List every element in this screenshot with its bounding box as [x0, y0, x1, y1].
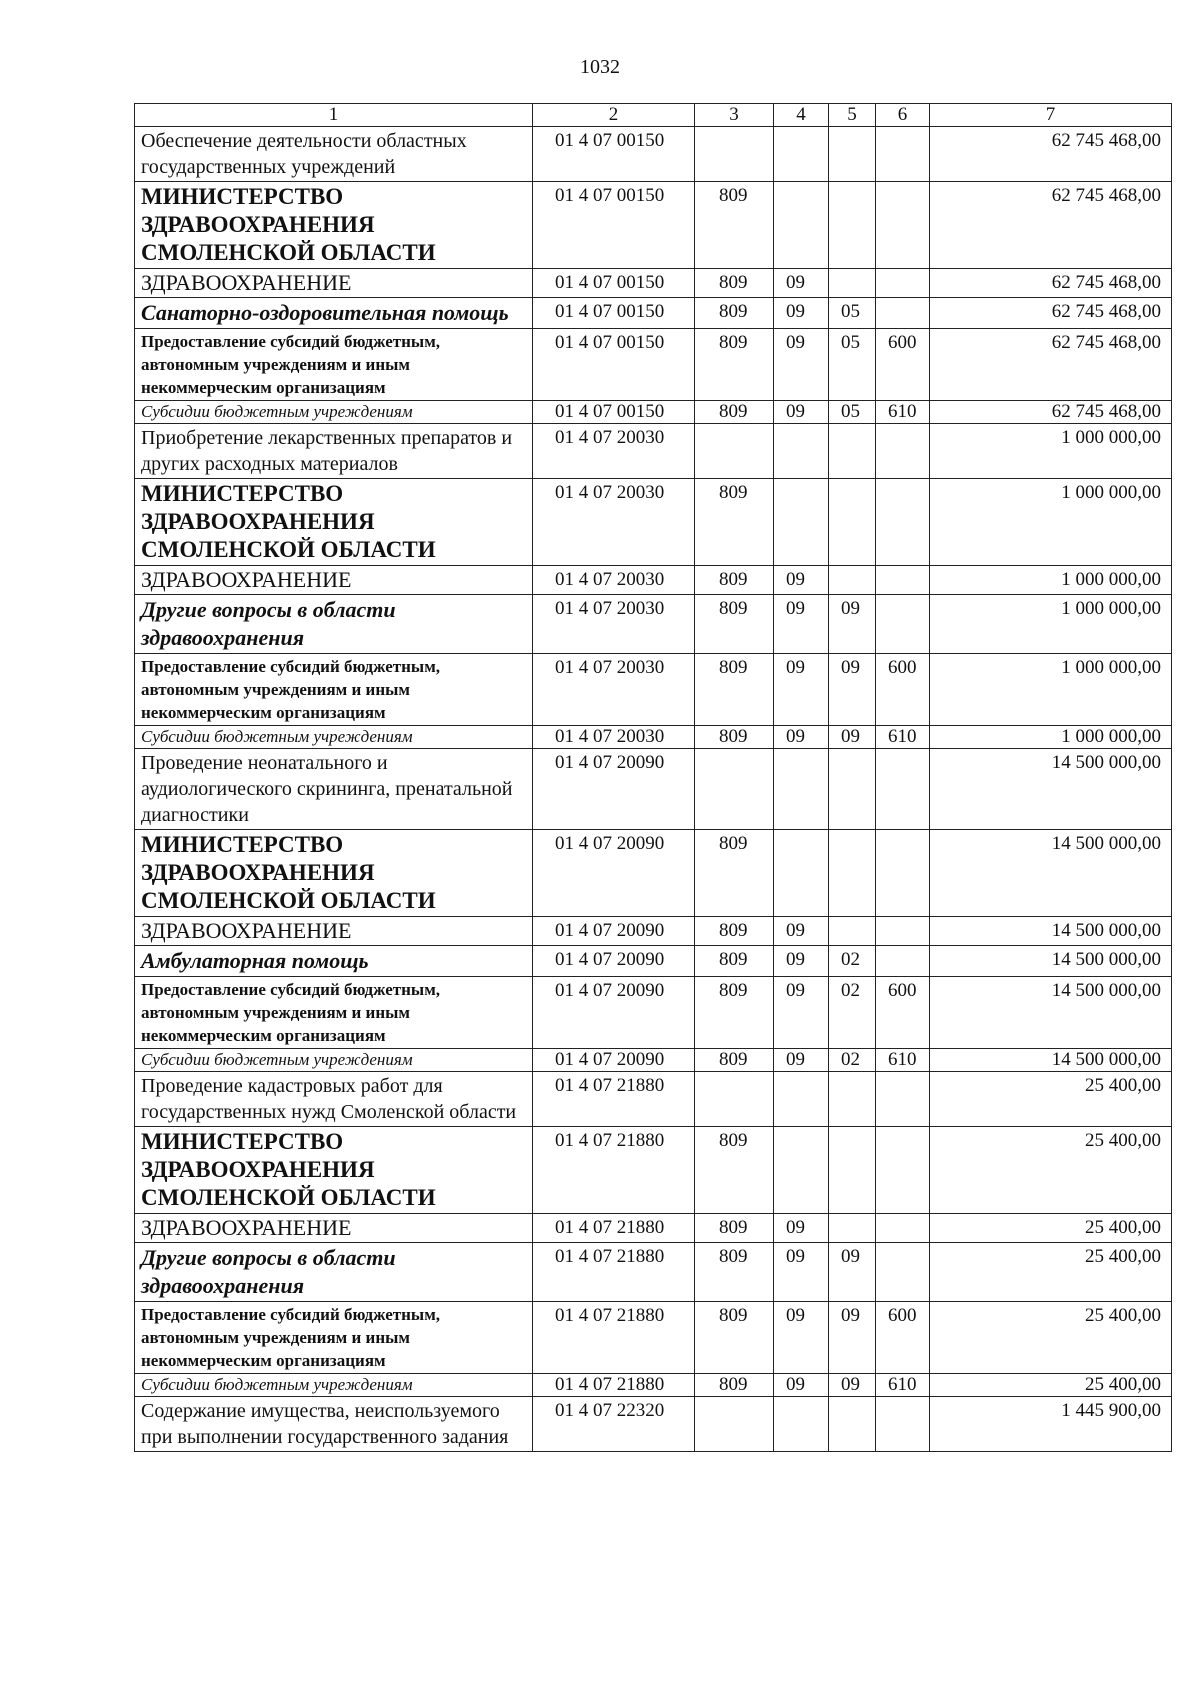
- department-code: 809: [695, 1302, 774, 1374]
- subsection-code: 02: [829, 946, 876, 977]
- expenditure-type-code: 610: [876, 1374, 930, 1397]
- department-code: 809: [695, 977, 774, 1049]
- target-code: 01 4 07 21880: [533, 1243, 695, 1302]
- section-code: 09: [774, 1374, 829, 1397]
- row-name: Другие вопросы в области здравоохранения: [135, 595, 533, 654]
- expenditure-type-code: 610: [876, 1049, 930, 1072]
- department-code: 809: [695, 946, 774, 977]
- amount: 1 000 000,00: [930, 566, 1172, 595]
- table-row: [135, 329, 1172, 401]
- amount: 62 745 468,00: [930, 269, 1172, 298]
- section-code: 09: [774, 977, 829, 1049]
- subsection-code: [829, 424, 876, 479]
- department-code: 809: [695, 595, 774, 654]
- row-name: ЗДРАВООХРАНЕНИЕ: [135, 917, 533, 946]
- department-code: 809: [695, 182, 774, 269]
- row-name: Предоставление субсидий бюджетным, автономным учреждениям и иным некоммерческим организациям: [135, 654, 533, 726]
- section-code: 09: [774, 566, 829, 595]
- row-name: Содержание имущества, неиспользуемого при выполнении государственного задания: [135, 1397, 533, 1452]
- budget-table: [134, 103, 1172, 1452]
- table-row: [135, 946, 1172, 977]
- target-code: 01 4 07 00150: [533, 298, 695, 329]
- target-code: 01 4 07 00150: [533, 127, 695, 182]
- amount: 62 745 468,00: [930, 329, 1172, 401]
- subsection-code: 09: [829, 1374, 876, 1397]
- subsection-code: 02: [829, 977, 876, 1049]
- column-header: 4: [774, 104, 829, 127]
- amount: 62 745 468,00: [930, 182, 1172, 269]
- section-code: 09: [774, 654, 829, 726]
- amount: 14 500 000,00: [930, 946, 1172, 977]
- expenditure-type-code: [876, 269, 930, 298]
- target-code: 01 4 07 20090: [533, 1049, 695, 1072]
- subsection-code: 05: [829, 329, 876, 401]
- table-row: [135, 1243, 1172, 1302]
- section-code: 09: [774, 329, 829, 401]
- row-name: Субсидии бюджетным учреждениям: [135, 1374, 533, 1397]
- department-code: 809: [695, 1243, 774, 1302]
- expenditure-type-code: [876, 298, 930, 329]
- amount: 25 400,00: [930, 1214, 1172, 1243]
- budget-table-body: [135, 127, 1172, 1452]
- amount: 62 745 468,00: [930, 401, 1172, 424]
- expenditure-type-code: [876, 830, 930, 917]
- expenditure-type-code: [876, 749, 930, 830]
- amount: 25 400,00: [930, 1374, 1172, 1397]
- row-name: Другие вопросы в области здравоохранения: [135, 1243, 533, 1302]
- table-row: [135, 566, 1172, 595]
- row-name: МИНИСТЕРСТВО ЗДРАВООХРАНЕНИЯ СМОЛЕНСКОЙ ОБЛАСТИ: [135, 1127, 533, 1214]
- section-code: 09: [774, 401, 829, 424]
- target-code: 01 4 07 20090: [533, 749, 695, 830]
- row-name: Субсидии бюджетным учреждениям: [135, 726, 533, 749]
- amount: 1 000 000,00: [930, 479, 1172, 566]
- target-code: 01 4 07 22320: [533, 1397, 695, 1452]
- expenditure-type-code: [876, 917, 930, 946]
- table-row: [135, 1072, 1172, 1127]
- row-name: ЗДРАВООХРАНЕНИЕ: [135, 566, 533, 595]
- department-code: 809: [695, 654, 774, 726]
- expenditure-type-code: [876, 182, 930, 269]
- subsection-code: [829, 1127, 876, 1214]
- expenditure-type-code: [876, 1214, 930, 1243]
- amount: 14 500 000,00: [930, 917, 1172, 946]
- target-code: 01 4 07 21880: [533, 1302, 695, 1374]
- target-code: 01 4 07 20030: [533, 595, 695, 654]
- subsection-code: 05: [829, 401, 876, 424]
- target-code: 01 4 07 20090: [533, 830, 695, 917]
- department-code: 809: [695, 566, 774, 595]
- expenditure-type-code: [876, 1397, 930, 1452]
- target-code: 01 4 07 20030: [533, 726, 695, 749]
- department-code: 809: [695, 1214, 774, 1243]
- department-code: 809: [695, 298, 774, 329]
- amount: 25 400,00: [930, 1302, 1172, 1374]
- department-code: [695, 1397, 774, 1452]
- table-row: [135, 269, 1172, 298]
- section-code: 09: [774, 1214, 829, 1243]
- row-name: Приобретение лекарственных препаратов и других расходных материалов: [135, 424, 533, 479]
- subsection-code: [829, 479, 876, 566]
- table-row: [135, 401, 1172, 424]
- expenditure-type-code: [876, 127, 930, 182]
- table-row: [135, 917, 1172, 946]
- column-header-row: [135, 104, 1172, 127]
- department-code: 809: [695, 329, 774, 401]
- page-number: 1032: [580, 56, 620, 78]
- expenditure-type-code: [876, 479, 930, 566]
- subsection-code: 02: [829, 1049, 876, 1072]
- expenditure-type-code: [876, 946, 930, 977]
- table-row: [135, 1214, 1172, 1243]
- target-code: 01 4 07 20090: [533, 917, 695, 946]
- department-code: 809: [695, 1127, 774, 1214]
- table-row: [135, 127, 1172, 182]
- section-code: 09: [774, 946, 829, 977]
- subsection-code: [829, 830, 876, 917]
- section-code: [774, 182, 829, 269]
- target-code: 01 4 07 21880: [533, 1214, 695, 1243]
- target-code: 01 4 07 21880: [533, 1127, 695, 1214]
- subsection-code: [829, 269, 876, 298]
- subsection-code: [829, 749, 876, 830]
- row-name: Санаторно-оздоровительная помощь: [135, 298, 533, 329]
- section-code: 09: [774, 298, 829, 329]
- amount: 25 400,00: [930, 1243, 1172, 1302]
- row-name: ЗДРАВООХРАНЕНИЕ: [135, 1214, 533, 1243]
- row-name: Предоставление субсидий бюджетным, автономным учреждениям и иным некоммерческим организациям: [135, 329, 533, 401]
- amount: 14 500 000,00: [930, 1049, 1172, 1072]
- row-name: МИНИСТЕРСТВО ЗДРАВООХРАНЕНИЯ СМОЛЕНСКОЙ ОБЛАСТИ: [135, 479, 533, 566]
- table-row: [135, 1302, 1172, 1374]
- subsection-code: 09: [829, 1243, 876, 1302]
- target-code: 01 4 07 21880: [533, 1072, 695, 1127]
- row-name: ЗДРАВООХРАНЕНИЕ: [135, 269, 533, 298]
- table-row: [135, 479, 1172, 566]
- expenditure-type-code: 600: [876, 329, 930, 401]
- section-code: 09: [774, 1302, 829, 1374]
- subsection-code: 09: [829, 654, 876, 726]
- target-code: 01 4 07 00150: [533, 401, 695, 424]
- target-code: 01 4 07 20090: [533, 977, 695, 1049]
- target-code: 01 4 07 00150: [533, 182, 695, 269]
- department-code: 809: [695, 917, 774, 946]
- row-name: Проведение неонатального и аудиологического скрининга, пренатальной диагностики: [135, 749, 533, 830]
- target-code: 01 4 07 00150: [533, 329, 695, 401]
- row-name: Амбулаторная помощь: [135, 946, 533, 977]
- section-code: [774, 1072, 829, 1127]
- section-code: [774, 830, 829, 917]
- amount: 14 500 000,00: [930, 977, 1172, 1049]
- department-code: 809: [695, 1374, 774, 1397]
- department-code: 809: [695, 726, 774, 749]
- row-name: Субсидии бюджетным учреждениям: [135, 401, 533, 424]
- table-row: [135, 726, 1172, 749]
- table-row: [135, 182, 1172, 269]
- column-header: 5: [829, 104, 876, 127]
- amount: 1 000 000,00: [930, 654, 1172, 726]
- amount: 14 500 000,00: [930, 749, 1172, 830]
- section-code: 09: [774, 1049, 829, 1072]
- section-code: 09: [774, 269, 829, 298]
- expenditure-type-code: 610: [876, 726, 930, 749]
- column-header: 6: [876, 104, 930, 127]
- table-row: [135, 424, 1172, 479]
- subsection-code: [829, 182, 876, 269]
- table-row: [135, 654, 1172, 726]
- expenditure-type-code: [876, 595, 930, 654]
- expenditure-type-code: [876, 1127, 930, 1214]
- section-code: 09: [774, 917, 829, 946]
- table-row: [135, 298, 1172, 329]
- column-header: 2: [533, 104, 695, 127]
- department-code: [695, 749, 774, 830]
- subsection-code: 09: [829, 726, 876, 749]
- section-code: [774, 749, 829, 830]
- department-code: 809: [695, 401, 774, 424]
- target-code: 01 4 07 20030: [533, 479, 695, 566]
- expenditure-type-code: [876, 1072, 930, 1127]
- expenditure-type-code: 600: [876, 1302, 930, 1374]
- row-name: Обеспечение деятельности областных государственных учреждений: [135, 127, 533, 182]
- department-code: 809: [695, 269, 774, 298]
- section-code: 09: [774, 726, 829, 749]
- section-code: [774, 479, 829, 566]
- section-code: [774, 127, 829, 182]
- subsection-code: [829, 1214, 876, 1243]
- amount: 1 000 000,00: [930, 595, 1172, 654]
- expenditure-type-code: 600: [876, 654, 930, 726]
- expenditure-type-code: 600: [876, 977, 930, 1049]
- subsection-code: [829, 917, 876, 946]
- row-name: Проведение кадастровых работ для государственных нужд Смоленской области: [135, 1072, 533, 1127]
- amount: 14 500 000,00: [930, 830, 1172, 917]
- department-code: [695, 1072, 774, 1127]
- table-row: [135, 749, 1172, 830]
- column-header: 3: [695, 104, 774, 127]
- amount: 1 445 900,00: [930, 1397, 1172, 1452]
- subsection-code: 05: [829, 298, 876, 329]
- amount: 62 745 468,00: [930, 298, 1172, 329]
- department-code: 809: [695, 1049, 774, 1072]
- subsection-code: [829, 1072, 876, 1127]
- table-row: [135, 977, 1172, 1049]
- amount: 1 000 000,00: [930, 424, 1172, 479]
- subsection-code: [829, 1397, 876, 1452]
- row-name: МИНИСТЕРСТВО ЗДРАВООХРАНЕНИЯ СМОЛЕНСКОЙ ОБЛАСТИ: [135, 182, 533, 269]
- column-header: 7: [930, 104, 1172, 127]
- expenditure-type-code: [876, 424, 930, 479]
- subsection-code: 09: [829, 1302, 876, 1374]
- table-row: [135, 595, 1172, 654]
- target-code: 01 4 07 00150: [533, 269, 695, 298]
- table-row: [135, 830, 1172, 917]
- row-name: Субсидии бюджетным учреждениям: [135, 1049, 533, 1072]
- section-code: 09: [774, 595, 829, 654]
- expenditure-type-code: [876, 1243, 930, 1302]
- target-code: 01 4 07 20090: [533, 946, 695, 977]
- section-code: [774, 1127, 829, 1214]
- row-name: МИНИСТЕРСТВО ЗДРАВООХРАНЕНИЯ СМОЛЕНСКОЙ ОБЛАСТИ: [135, 830, 533, 917]
- amount: 25 400,00: [930, 1127, 1172, 1214]
- section-code: [774, 1397, 829, 1452]
- target-code: 01 4 07 20030: [533, 654, 695, 726]
- expenditure-type-code: [876, 566, 930, 595]
- table-row: [135, 1049, 1172, 1072]
- table-row: [135, 1374, 1172, 1397]
- department-code: [695, 424, 774, 479]
- target-code: 01 4 07 20030: [533, 424, 695, 479]
- subsection-code: [829, 566, 876, 595]
- table-row: [135, 1127, 1172, 1214]
- row-name: Предоставление субсидий бюджетным, автономным учреждениям и иным некоммерческим организациям: [135, 1302, 533, 1374]
- department-code: 809: [695, 479, 774, 566]
- target-code: 01 4 07 20030: [533, 566, 695, 595]
- section-code: [774, 424, 829, 479]
- table-row: [135, 1397, 1172, 1452]
- amount: 25 400,00: [930, 1072, 1172, 1127]
- expenditure-type-code: 610: [876, 401, 930, 424]
- subsection-code: 09: [829, 595, 876, 654]
- target-code: 01 4 07 21880: [533, 1374, 695, 1397]
- department-code: [695, 127, 774, 182]
- amount: 1 000 000,00: [930, 726, 1172, 749]
- column-header: 1: [135, 104, 533, 127]
- row-name: Предоставление субсидий бюджетным, автономным учреждениям и иным некоммерческим организациям: [135, 977, 533, 1049]
- department-code: 809: [695, 830, 774, 917]
- amount: 62 745 468,00: [930, 127, 1172, 182]
- subsection-code: [829, 127, 876, 182]
- section-code: 09: [774, 1243, 829, 1302]
